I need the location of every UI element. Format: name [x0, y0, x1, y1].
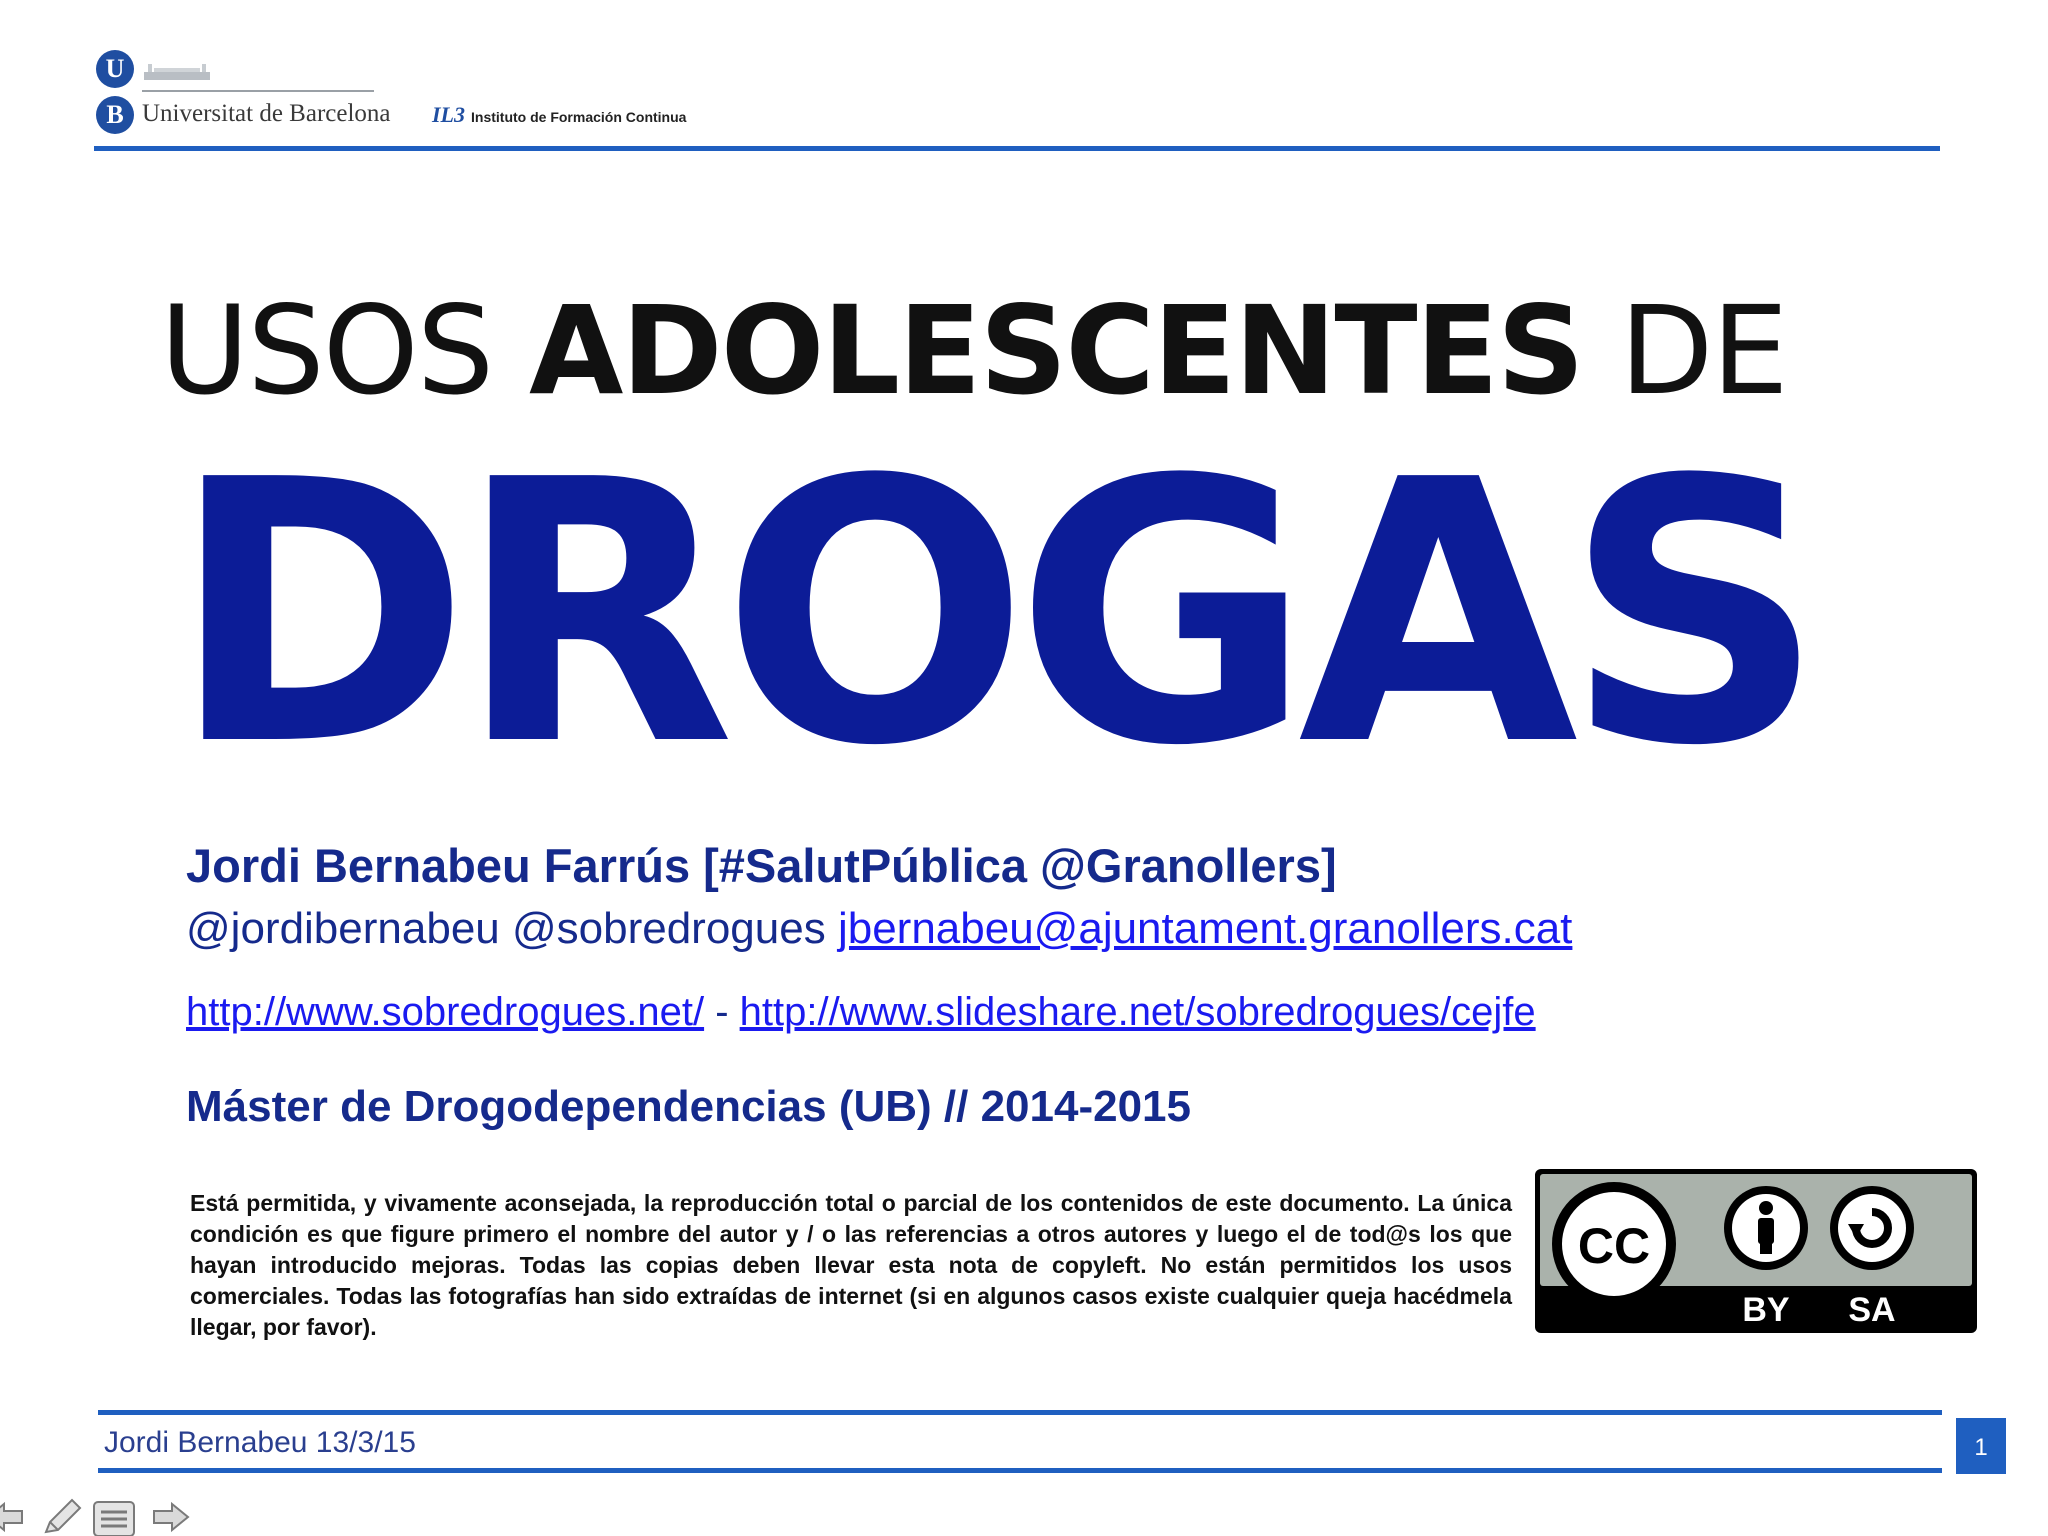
email-link[interactable]: jbernabeu@ajuntament.granollers.cat — [837, 904, 1573, 953]
by-label: BY — [1742, 1291, 1790, 1329]
copyleft-notice: Está permitida, y vivamente aconsejada, la reproducción total o parcial de los contenidos de este documento. La única condición es que figure primero el nombre del autor y / o las referencias a otros autores y luego el de tod@s los que hayan introducido mejoras. Todas las copias deben llevar esta nota de copyleft. No están permitidos los usos comerciales. Todas las fotografías han sido extraídas de internet (si en algunos casos existe cualquier queja hacédmela llegar, por favor). — [190, 1190, 1512, 1340]
title-word-de: DE — [1582, 280, 1787, 422]
social-handles: @jordibernabeu @sobredrogues — [186, 904, 838, 953]
title-word-adolescentes: ADOLESCENTES — [529, 280, 1583, 422]
ub-badge-u: U — [96, 50, 134, 88]
back-arrow-icon[interactable] — [0, 1498, 28, 1536]
sa-share-alike-icon — [1830, 1186, 1914, 1270]
il3-mark: IL3 — [432, 102, 465, 127]
sobredrogues-link[interactable]: http://www.sobredrogues.net/ — [186, 990, 705, 1034]
slideshare-link[interactable]: http://www.slideshare.net/sobredrogues/cejfe — [739, 990, 1536, 1034]
ub-badge-b: B — [96, 96, 134, 134]
building-icon — [142, 58, 212, 82]
university-name: Universitat de Barcelona — [142, 100, 391, 127]
author-name: Jordi Bernabeu Farrús [#SalutPública @Granollers] — [186, 839, 1337, 892]
title-drogas: DROGAS — [170, 404, 1811, 825]
title-line-1 — [160, 280, 1860, 422]
cc-by-sa-badge — [1534, 1168, 1978, 1334]
il3-logo — [432, 102, 686, 128]
pen-icon[interactable] — [40, 1498, 84, 1536]
author-contacts — [186, 904, 1572, 954]
page-number: 1 — [1956, 1418, 2006, 1474]
footer-divider-top — [98, 1410, 1942, 1415]
universitat-de-barcelona-logo — [96, 50, 391, 138]
slideshow-toolbar — [0, 1498, 200, 1536]
il3-name: Instituto de Formación Continua — [471, 109, 687, 125]
forward-arrow-icon[interactable] — [148, 1498, 192, 1536]
cc-icon — [1552, 1182, 1676, 1306]
link-separator: - — [704, 990, 740, 1034]
sa-label: SA — [1848, 1291, 1896, 1329]
menu-icon[interactable] — [92, 1498, 136, 1536]
cc-label: CC — [1577, 1218, 1651, 1274]
footer-author-date: Jordi Bernabeu 13/3/15 — [104, 1426, 416, 1459]
footer-divider-bottom — [98, 1468, 1942, 1473]
title-word-usos: USOS — [160, 280, 529, 422]
course-title: Máster de Drogodependencias (UB) // 2014-2015 — [186, 1082, 1191, 1131]
logo-divider — [142, 90, 374, 92]
header-divider — [94, 146, 1940, 151]
web-links — [186, 990, 1536, 1035]
by-attribution-icon — [1724, 1186, 1808, 1270]
